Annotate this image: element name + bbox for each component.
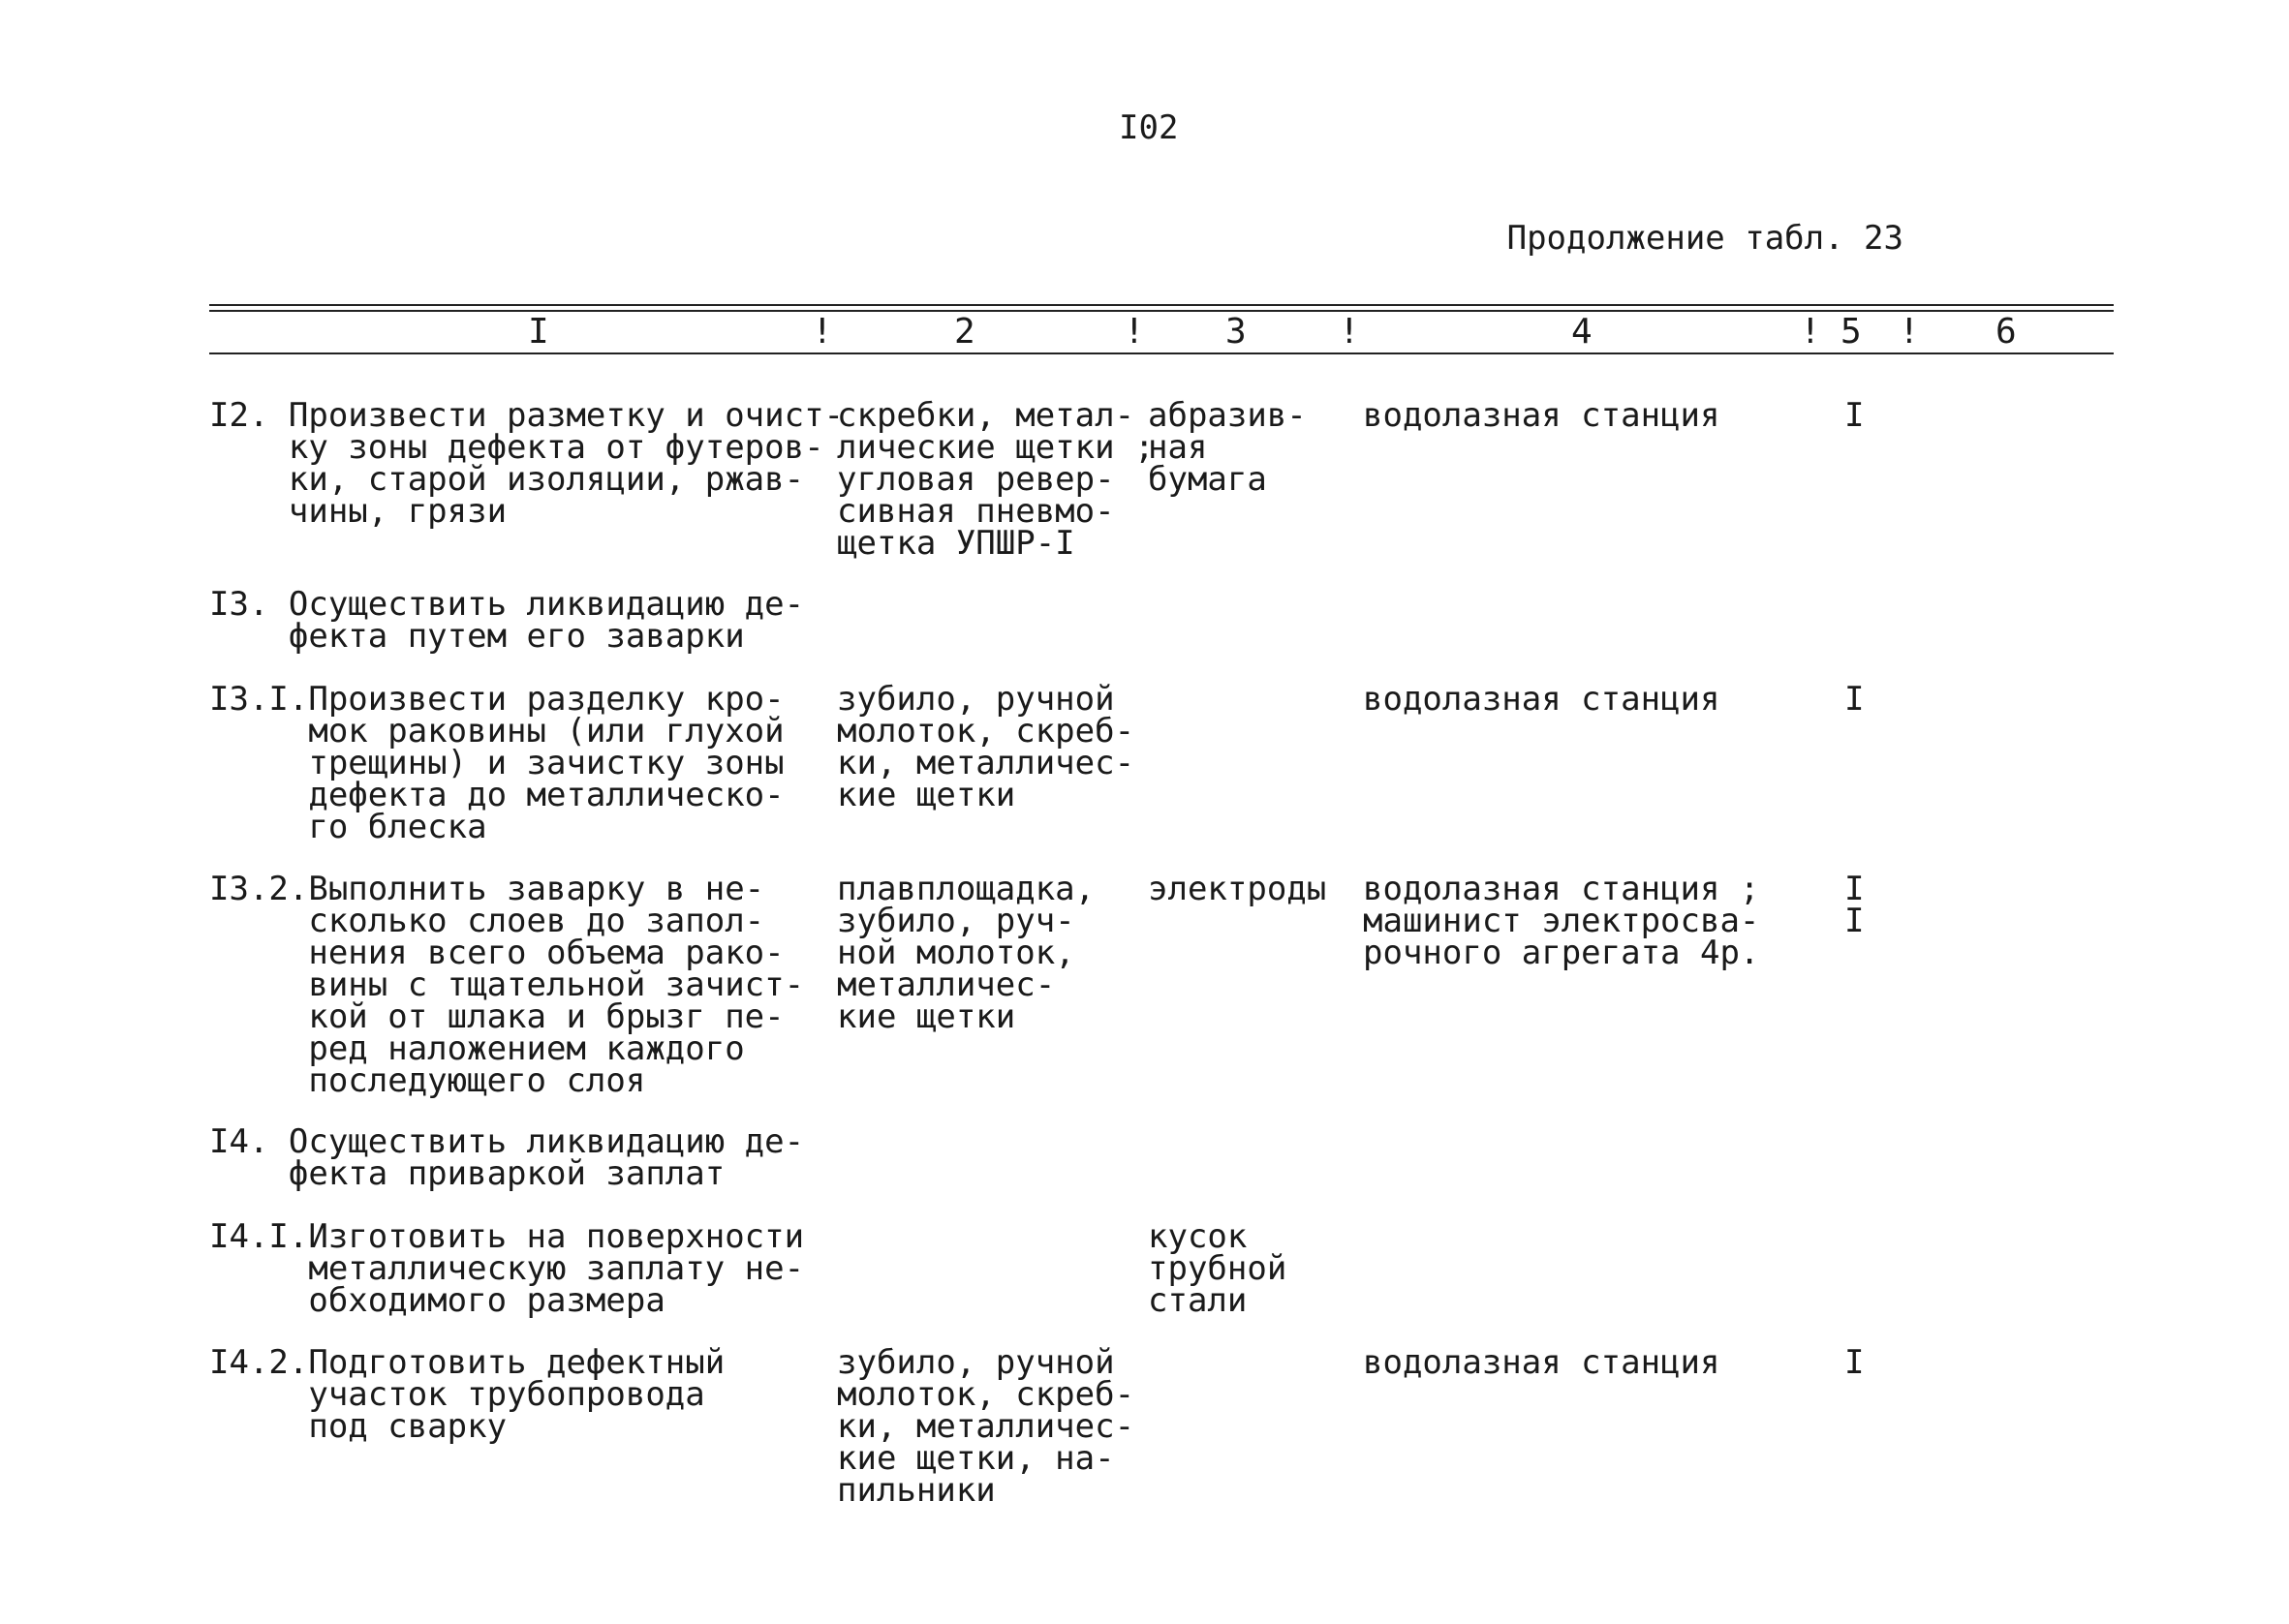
column-header-4: 4 [1571,312,1593,352]
row-performers: водолазная станция ; машинист электросва- рочного агрегата 4р. [1363,870,1760,972]
row-operation: I4.2.Подготовить дефектный участок трубопровода под сварку [209,1343,726,1446]
page-number: I02 [1119,108,1179,147]
column-separator: ! [1124,312,1145,352]
column-separator: ! [1899,312,1920,352]
row-operation: I2. Произвести разметку и очист- ку зоны дефекта от футеров- ки, старой изоляции, ржав- чины, грязи [209,396,845,531]
row-count: I [1844,1343,1865,1382]
row-operation: I3. Осуществить ликвидацию де- фекта путем его заварки [209,585,805,656]
table-top-rule [209,304,2114,306]
column-header-2: 2 [954,312,975,352]
row-materials: кусок трубной стали [1148,1217,1287,1320]
table-top-rule-double [209,310,2114,312]
column-header-1: I [528,312,549,352]
row-operation: I3.2.Выполнить заварку в не- сколько слоев до запол- нения всего объема рако- вины с тщательной зачист- кой от шлака и брызг пе- ред наложением каждого последующего слоя [209,870,805,1100]
row-operation: I3.I.Произвести разделку кро- мок раковины (или глухой трещины) и зачистку зоны дефекта до металлическо- го блеска [209,680,785,846]
row-performers: водолазная станция [1363,1343,1720,1382]
column-separator: ! [1339,312,1360,352]
row-materials: электроды [1148,870,1327,908]
row-tools: скребки, метал- лические щетки ; угловая ревер- сивная пневмо- щетка УПШР-I [837,396,1155,563]
row-count: I [1844,680,1865,719]
table-continuation-label: Продолжение табл. 23 [1506,219,1903,258]
row-operation: I4.I.Изготовить на поверхности металлическую заплату не- обходимого размера [209,1217,805,1320]
row-tools: зубило, ручной молоток, скреб- ки, металличес- кие щетки [837,680,1135,814]
row-performers: водолазная станция [1363,396,1720,435]
row-count: I [1844,396,1865,435]
column-separator: ! [1800,312,1821,352]
column-separator: ! [812,312,833,352]
column-header-3: 3 [1225,312,1247,352]
row-materials: абразив- ная бумага [1148,396,1307,499]
row-operation: I4. Осуществить ликвидацию де- фекта приваркой заплат [209,1122,805,1193]
row-count: I I [1844,870,1865,940]
column-header-5: 5 [1840,312,1862,352]
row-tools: зубило, ручной молоток, скреб- ки, металличес- кие щетки, на- пильники [837,1343,1135,1510]
row-tools: плавплощадка, зубило, руч- ной молоток, металличес- кие щетки [837,870,1096,1036]
table-header-bottom-rule [209,352,2114,354]
row-performers: водолазная станция [1363,680,1720,719]
column-header-6: 6 [1995,312,2017,352]
